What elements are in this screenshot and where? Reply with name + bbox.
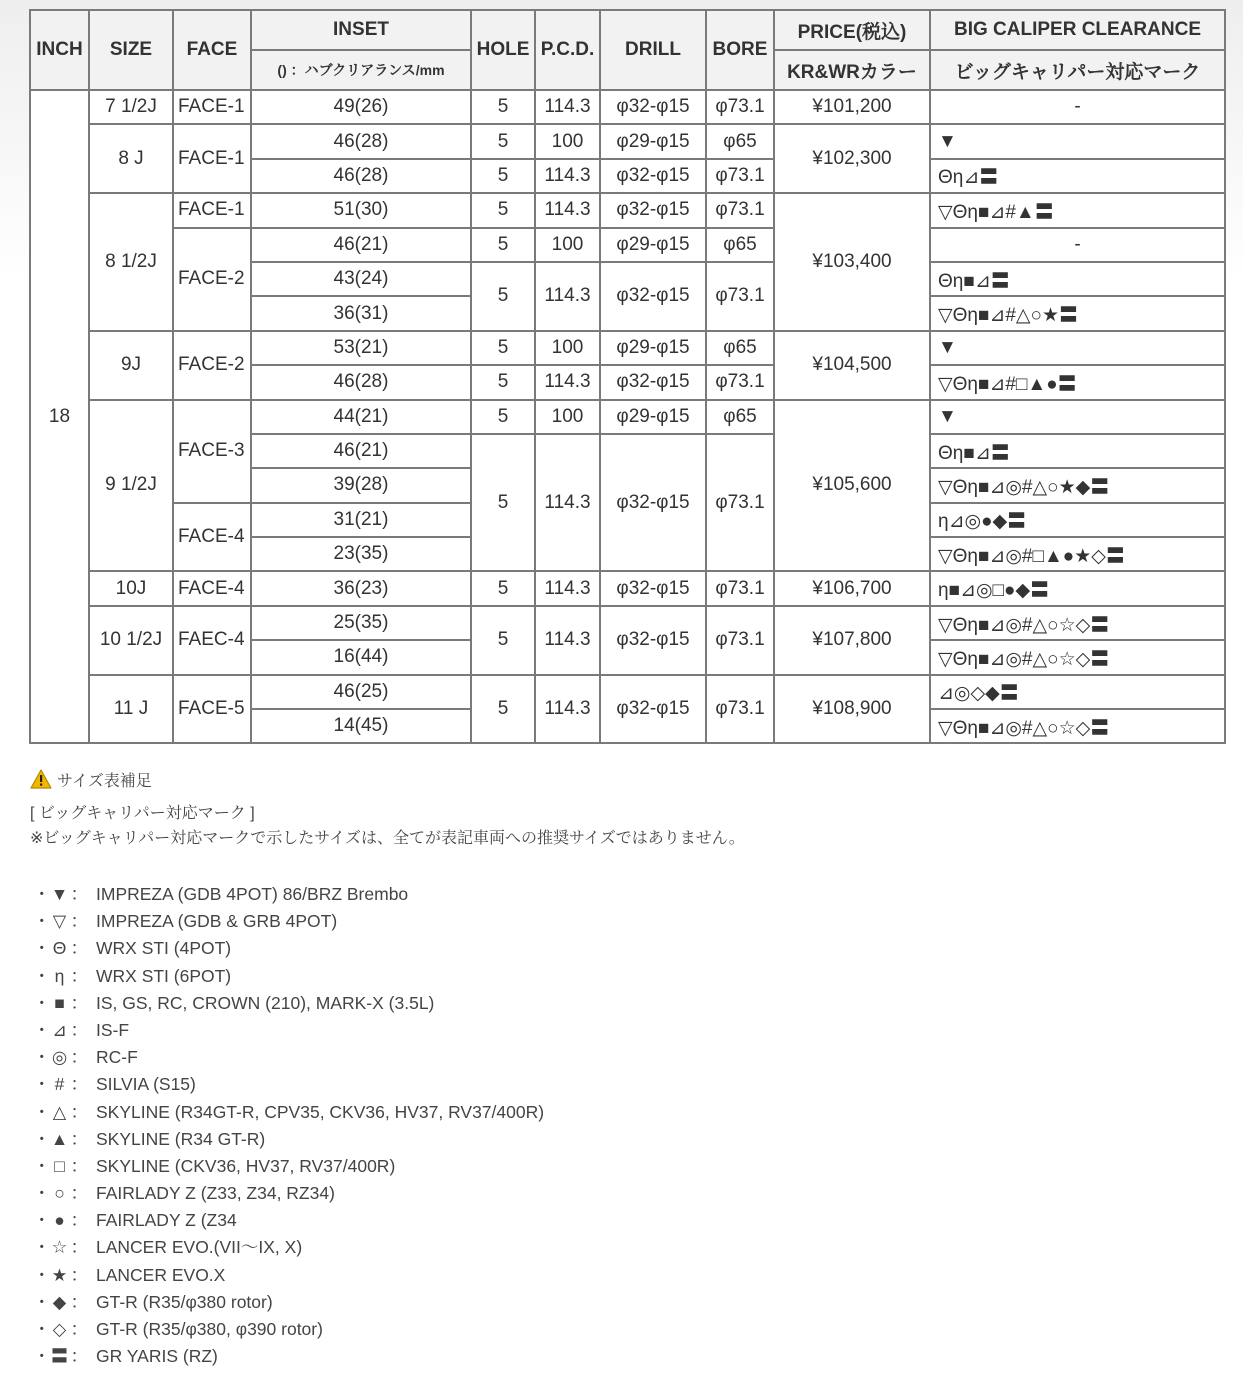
table-cell: 114.3 (535, 193, 600, 227)
legend-separator: ： (70, 1237, 88, 1258)
header-hole: HOLE (471, 10, 535, 90)
table-cell: 46(28) (251, 124, 471, 158)
legend-separator: ： (70, 1074, 88, 1095)
legend-symbol: ■ (54, 992, 65, 1013)
legend-bullet: ・ (33, 1237, 51, 1258)
table-cell: φ73.1 (706, 434, 774, 572)
table-cell: 114.3 (535, 159, 600, 193)
legend-label: SKYLINE (R34 GT-R) (96, 1128, 266, 1149)
table-cell: φ29-φ15 (600, 228, 706, 262)
legend-separator: ： (70, 911, 88, 932)
clearance-marks-cell: ▼ (930, 331, 1225, 365)
table-cell: φ29-φ15 (600, 124, 706, 158)
legend-symbol: ⊿ (52, 1019, 67, 1040)
mark-legend (33, 881, 544, 1370)
legend-symbol: □ (54, 1155, 65, 1176)
legend-label: IS, GS, RC, CROWN (210), MARK-X (3.5L) (96, 992, 435, 1013)
legend-item (33, 908, 544, 935)
legend-symbol: ☆ (51, 1237, 68, 1258)
legend-symbol: η (54, 965, 65, 986)
table-row (30, 228, 1225, 262)
legend-item (33, 1207, 544, 1234)
notes-heading (30, 766, 745, 792)
legend-bullet: ・ (33, 965, 51, 986)
table-cell: 44(21) (251, 400, 471, 434)
legend-separator: ： (70, 1155, 88, 1176)
clearance-marks-cell: - (930, 90, 1225, 124)
table-cell: 46(25) (251, 675, 471, 709)
legend-label: RC-F (96, 1047, 138, 1068)
legend-separator: ： (70, 938, 88, 959)
table-cell: 5 (471, 124, 535, 158)
legend-label: IMPREZA (GDB 4POT) 86/BRZ Brembo (96, 884, 409, 904)
legend-label: SKYLINE (R34GT-R, CPV35, CKV36, HV37, RV37/400R) (96, 1101, 545, 1122)
header-bore: BORE (706, 10, 774, 90)
legend-label: SKYLINE (CKV36, HV37, RV37/400R) (96, 1155, 396, 1176)
header-size: SIZE (89, 10, 173, 90)
table-cell: 5 (471, 193, 535, 227)
table-cell: FACE-5 (173, 675, 251, 744)
table-cell: φ32-φ15 (600, 159, 706, 193)
table-cell: φ32-φ15 (600, 365, 706, 399)
legend-bullet: ・ (33, 1291, 51, 1312)
clearance-marks-cell: ▽Θη■⊿◎#□▲●★◇〓 (930, 537, 1225, 571)
table-cell: 36(23) (251, 571, 471, 605)
table-cell: 49(26) (251, 90, 471, 124)
legend-separator: ： (70, 884, 88, 904)
table-cell: 53(21) (251, 331, 471, 365)
clearance-marks-cell: - (930, 228, 1225, 262)
legend-symbol: ◆ (52, 1291, 67, 1312)
legend-separator: ： (70, 1319, 88, 1339)
legend-label: FAIRLADY Z (Z33, Z34, RZ34) (96, 1183, 335, 1204)
legend-separator: ： (70, 965, 88, 986)
legend-bullet: ・ (33, 1155, 51, 1176)
table-cell: FAEC-4 (173, 606, 251, 675)
legend-separator: ： (70, 1101, 88, 1122)
legend-separator: ： (70, 1291, 88, 1312)
table-cell: φ32-φ15 (600, 571, 706, 605)
table-cell: 10J (89, 571, 173, 605)
legend-item (33, 1262, 544, 1289)
legend-symbol: ★ (51, 1264, 68, 1285)
legend-symbol: # (54, 1074, 65, 1095)
legend-label: GT-R (R35/φ380, φ390 rotor) (96, 1319, 323, 1339)
clearance-marks-cell: Θη■⊿〓 (930, 262, 1225, 296)
legend-symbol: ▲ (50, 1128, 69, 1149)
table-cell: FACE-2 (173, 331, 251, 400)
table-cell: φ73.1 (706, 675, 774, 744)
table-cell: FACE-1 (173, 193, 251, 227)
clearance-marks-cell: ▼ (930, 124, 1225, 158)
table-cell: φ32-φ15 (600, 606, 706, 675)
legend-bullet: ・ (33, 1346, 51, 1367)
table-cell: φ73.1 (706, 571, 774, 605)
table-cell: FACE-4 (173, 503, 251, 572)
table-cell: 11 J (89, 675, 173, 744)
legend-item (33, 881, 544, 908)
table-row (30, 606, 1225, 640)
notes-title: サイズ表補足 (57, 772, 152, 790)
table-cell: 114.3 (535, 571, 600, 605)
table-cell: 114.3 (535, 434, 600, 572)
table-cell: φ73.1 (706, 365, 774, 399)
table-cell: 114.3 (535, 675, 600, 744)
clearance-marks-cell: ▽Θη■⊿◎#△○☆◇〓 (930, 640, 1225, 674)
table-cell: 23(35) (251, 537, 471, 571)
legend-label: LANCER EVO.(VII〜IX, X) (96, 1237, 303, 1258)
legend-label: SILVIA (S15) (96, 1074, 196, 1095)
table-cell: 14(45) (251, 709, 471, 743)
clearance-marks-cell: ▽Θη■⊿#△○★〓 (930, 296, 1225, 330)
legend-label: GT-R (R35/φ380 rotor) (96, 1291, 273, 1312)
legend-bullet: ・ (33, 1128, 51, 1149)
header-price-sub: KR&WRカラー (774, 50, 930, 90)
legend-separator: ： (70, 1047, 88, 1068)
table-cell: 5 (471, 675, 535, 744)
legend-item (33, 1316, 544, 1343)
table-cell: 10 1/2J (89, 606, 173, 675)
table-cell: φ29-φ15 (600, 400, 706, 434)
legend-symbol: ◎ (51, 1047, 68, 1068)
table-cell: φ32-φ15 (600, 193, 706, 227)
table-row (30, 193, 1225, 227)
legend-symbol: ● (54, 1210, 65, 1231)
wheel-size-table (29, 9, 1226, 744)
table-cell: ¥105,600 (774, 400, 930, 572)
table-cell: 114.3 (535, 262, 600, 331)
table-cell: 5 (471, 159, 535, 193)
legend-item (33, 990, 544, 1017)
table-cell: FACE-3 (173, 400, 251, 503)
notes-section (30, 766, 745, 854)
table-cell: FACE-4 (173, 571, 251, 605)
table-cell: 46(28) (251, 365, 471, 399)
legend-item (33, 935, 544, 962)
table-row (30, 331, 1225, 365)
table-cell: ¥103,400 (774, 193, 930, 331)
table-cell: φ73.1 (706, 159, 774, 193)
table-cell: 100 (535, 331, 600, 365)
legend-item (33, 1071, 544, 1098)
table-cell: ¥102,300 (774, 124, 930, 193)
table-cell: 43(24) (251, 262, 471, 296)
table-cell: 5 (471, 262, 535, 331)
legend-item (33, 1017, 544, 1044)
legend-separator: ： (70, 1183, 88, 1204)
legend-separator: ： (70, 1210, 88, 1231)
legend-item (33, 1099, 544, 1126)
legend-label: WRX STI (6POT) (96, 965, 232, 986)
table-cell: 5 (471, 400, 535, 434)
clearance-marks-cell: ▽Θη■⊿#▲〓 (930, 193, 1225, 227)
table-cell: 5 (471, 90, 535, 124)
table-cell: FACE-1 (173, 90, 251, 124)
table-cell: 36(31) (251, 296, 471, 330)
header-inch: INCH (30, 10, 89, 90)
table-row (30, 124, 1225, 158)
table-row (30, 90, 1225, 124)
table-cell: 46(21) (251, 228, 471, 262)
legend-item (33, 1234, 544, 1261)
legend-bullet: ・ (33, 1264, 51, 1285)
table-cell: 9 1/2J (89, 400, 173, 572)
legend-separator: ： (70, 1128, 88, 1149)
table-cell: 5 (471, 606, 535, 675)
legend-label: WRX STI (4POT) (96, 938, 232, 959)
legend-label: GR YARIS (RZ) (96, 1346, 218, 1367)
legend-bullet: ・ (33, 1183, 51, 1204)
table-cell: 39(28) (251, 468, 471, 502)
table-cell: 9J (89, 331, 173, 400)
legend-item (33, 1044, 544, 1071)
legend-label: FAIRLADY Z (Z34 (96, 1210, 237, 1231)
table-cell: φ73.1 (706, 606, 774, 675)
legend-separator: ： (70, 992, 88, 1013)
legend-item (33, 1343, 544, 1370)
table-cell: 5 (471, 434, 535, 572)
table-cell: 114.3 (535, 90, 600, 124)
legend-symbol: ▽ (52, 911, 67, 932)
legend-symbol: ◇ (52, 1319, 67, 1339)
legend-symbol: △ (52, 1101, 67, 1122)
legend-bullet: ・ (33, 1074, 51, 1095)
table-cell: 5 (471, 331, 535, 365)
table-cell: 5 (471, 571, 535, 605)
table-cell: 46(28) (251, 159, 471, 193)
legend-item (33, 1289, 544, 1316)
table-row (30, 571, 1225, 605)
header-drill: DRILL (600, 10, 706, 90)
clearance-marks-cell: Θη■⊿〓 (930, 434, 1225, 468)
table-cell: ¥104,500 (774, 331, 930, 400)
legend-bullet: ・ (33, 1047, 51, 1068)
legend-symbol: 〓 (50, 1346, 69, 1367)
table-cell: 5 (471, 365, 535, 399)
table-cell: 46(21) (251, 434, 471, 468)
table-cell: 18 (30, 90, 89, 743)
table-cell: φ65 (706, 124, 774, 158)
table-cell: φ32-φ15 (600, 262, 706, 331)
header-clearance: BIG CALIPER CLEARANCE (930, 10, 1225, 50)
table-cell: φ32-φ15 (600, 675, 706, 744)
table-cell: 100 (535, 400, 600, 434)
table-cell: FACE-2 (173, 228, 251, 331)
header-price: PRICE(税込) (774, 10, 930, 50)
clearance-marks-cell: ▽Θη■⊿◎#△○☆◇〓 (930, 606, 1225, 640)
table-cell: 25(35) (251, 606, 471, 640)
legend-label: LANCER EVO.X (96, 1264, 226, 1285)
header-pcd: P.C.D. (535, 10, 600, 90)
clearance-marks-cell: ▼ (930, 400, 1225, 434)
legend-item (33, 1126, 544, 1153)
table-body (30, 90, 1225, 743)
clearance-marks-cell: Θη⊿〓 (930, 159, 1225, 193)
header-inset: INSET (251, 10, 471, 50)
legend-bullet: ・ (33, 1019, 51, 1040)
table-cell: φ73.1 (706, 193, 774, 227)
table-cell: φ65 (706, 228, 774, 262)
table-cell: 7 1/2J (89, 90, 173, 124)
table-row (30, 400, 1225, 434)
table-cell: φ73.1 (706, 90, 774, 124)
table-cell: 51(30) (251, 193, 471, 227)
legend-bullet: ・ (33, 911, 51, 932)
legend-bullet: ・ (33, 1101, 51, 1122)
legend-bullet: ・ (33, 1210, 51, 1231)
warning-icon (30, 769, 52, 789)
clearance-marks-cell: ▽Θη■⊿◎#△○☆◇〓 (930, 709, 1225, 743)
table-cell: 100 (535, 228, 600, 262)
table-cell: φ32-φ15 (600, 90, 706, 124)
legend-bullet: ・ (33, 992, 51, 1013)
table-cell: 114.3 (535, 606, 600, 675)
header-face: FACE (173, 10, 251, 90)
clearance-marks-cell: ⊿◎◇◆〓 (930, 675, 1225, 709)
legend-item (33, 1180, 544, 1207)
table-cell: φ65 (706, 331, 774, 365)
table-cell: ¥107,800 (774, 606, 930, 675)
legend-label: IS-F (96, 1019, 130, 1040)
header-clearance-sub: ビッグキャリパー対応マーク (930, 50, 1225, 90)
legend-symbol: ○ (54, 1183, 65, 1204)
legend-symbol: Θ (52, 938, 67, 959)
legend-separator: ： (70, 1264, 88, 1285)
table-cell: φ73.1 (706, 262, 774, 331)
table-cell: ¥101,200 (774, 90, 930, 124)
notes-disclaimer: ※ビッグキャリパー対応マークで示したサイズは、全てが表記車両への推奨サイズではありません。 (30, 830, 745, 847)
table-row (30, 675, 1225, 709)
legend-separator: ： (70, 1019, 88, 1040)
legend-item (33, 1153, 544, 1180)
legend-separator: ： (70, 1346, 88, 1367)
table-cell: ¥106,700 (774, 571, 930, 605)
clearance-marks-cell: η■⊿◎□●◆〓 (930, 571, 1225, 605)
table-cell: 5 (471, 228, 535, 262)
table-cell: 8 1/2J (89, 193, 173, 331)
table-cell: FACE-1 (173, 124, 251, 193)
legend-symbol: ▼ (50, 884, 69, 904)
clearance-marks-cell: ▽Θη■⊿◎#△○★◆〓 (930, 468, 1225, 502)
table-cell: φ65 (706, 400, 774, 434)
clearance-marks-cell: η⊿◎●◆〓 (930, 503, 1225, 537)
legend-label: IMPREZA (GDB & GRB 4POT) (96, 911, 338, 932)
clearance-marks-cell: ▽Θη■⊿#□▲●〓 (930, 365, 1225, 399)
header-inset-sub: () ：ハブクリアランス/mm (251, 50, 471, 90)
table-cell: ¥108,900 (774, 675, 930, 744)
table-cell: 8 J (89, 124, 173, 193)
table-cell: 114.3 (535, 365, 600, 399)
legend-bullet: ・ (33, 938, 51, 959)
table-cell: φ29-φ15 (600, 331, 706, 365)
table-cell: 16(44) (251, 640, 471, 674)
legend-bullet: ・ (33, 884, 51, 904)
table-cell: 100 (535, 124, 600, 158)
notes-subtitle: [ ビッグキャリパー対応マーク ] (30, 805, 255, 822)
legend-bullet: ・ (33, 1319, 51, 1339)
legend-item (33, 963, 544, 990)
table-cell: φ32-φ15 (600, 434, 706, 572)
table-cell: 31(21) (251, 503, 471, 537)
